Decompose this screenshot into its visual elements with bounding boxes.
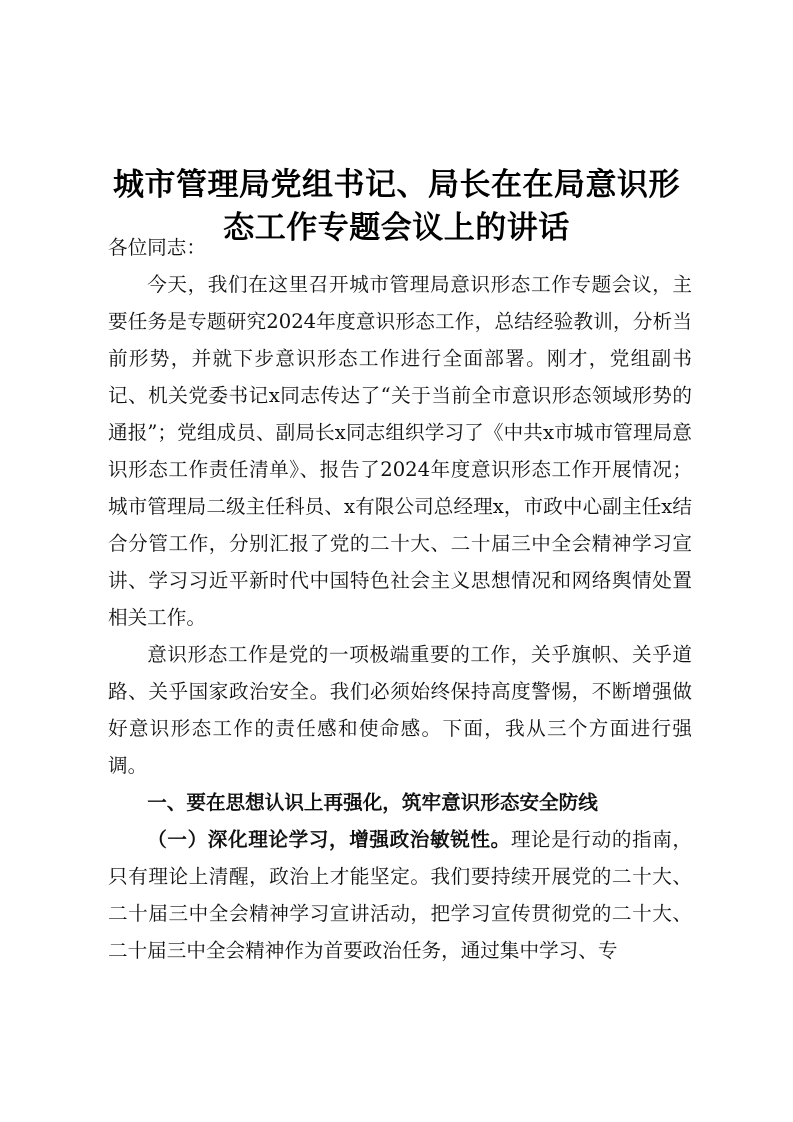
salutation: 各位同志：	[108, 236, 206, 259]
paragraph-3	[108, 821, 692, 969]
paragraph-1: 今天，我们在这里召开城市管理局意识形态工作专题会议，主要任务是专题研究2024年度意识形态工作，总结经验教训，分析当前形势，并就下步意识形态工作进行全面部署。刚才，党组副书记、机关党委书记x同志传达了“关于当前全市意识形态领域形势的通报”；党组成员、副局长x同志组织学习了《中共x市城市管理局意识形态工作责任清单》、报告了2024年度意识形态工作开展情况；城市管理局二级主任科员、x有限公司总经理x，市政中心副主任x结合分管工作，分别汇报了党的二十大、二十届三中全会精神学习宣讲、学习习近平新时代中国特色社会主义思想情况和网络舆情处置相关工作。	[108, 273, 692, 629]
paragraph-2: 意识形态工作是党的一项极端重要的工作，关乎旗帜、关乎道路、关乎国家政治安全。我们必须始终保持高度警惕，不断增强做好意识形态工作的责任感和使命感。下面，我从三个方面进行强调。	[108, 643, 692, 777]
subsection-text-1: 理论是行动的指南，只有理论上清醒，政治上才能坚定。我们要持续开展党的二十大、二十届三中全会精神学习宣讲活动，把学习宣传贯彻党的二十大、二十届三中全会精神作为首要政治任务，通过集中学习、专	[108, 828, 693, 962]
section-heading-1: 一、要在思想认识上再强化，筑牢意识形态安全防线	[147, 791, 598, 814]
document-body	[108, 229, 692, 969]
document-title: 城市管理局党组书记、局长在在局意识形态工作专题会议上的讲话	[113, 166, 680, 246]
subsection-heading-1: （一）深化理论学习，增强政治敏锐性。	[147, 828, 511, 851]
